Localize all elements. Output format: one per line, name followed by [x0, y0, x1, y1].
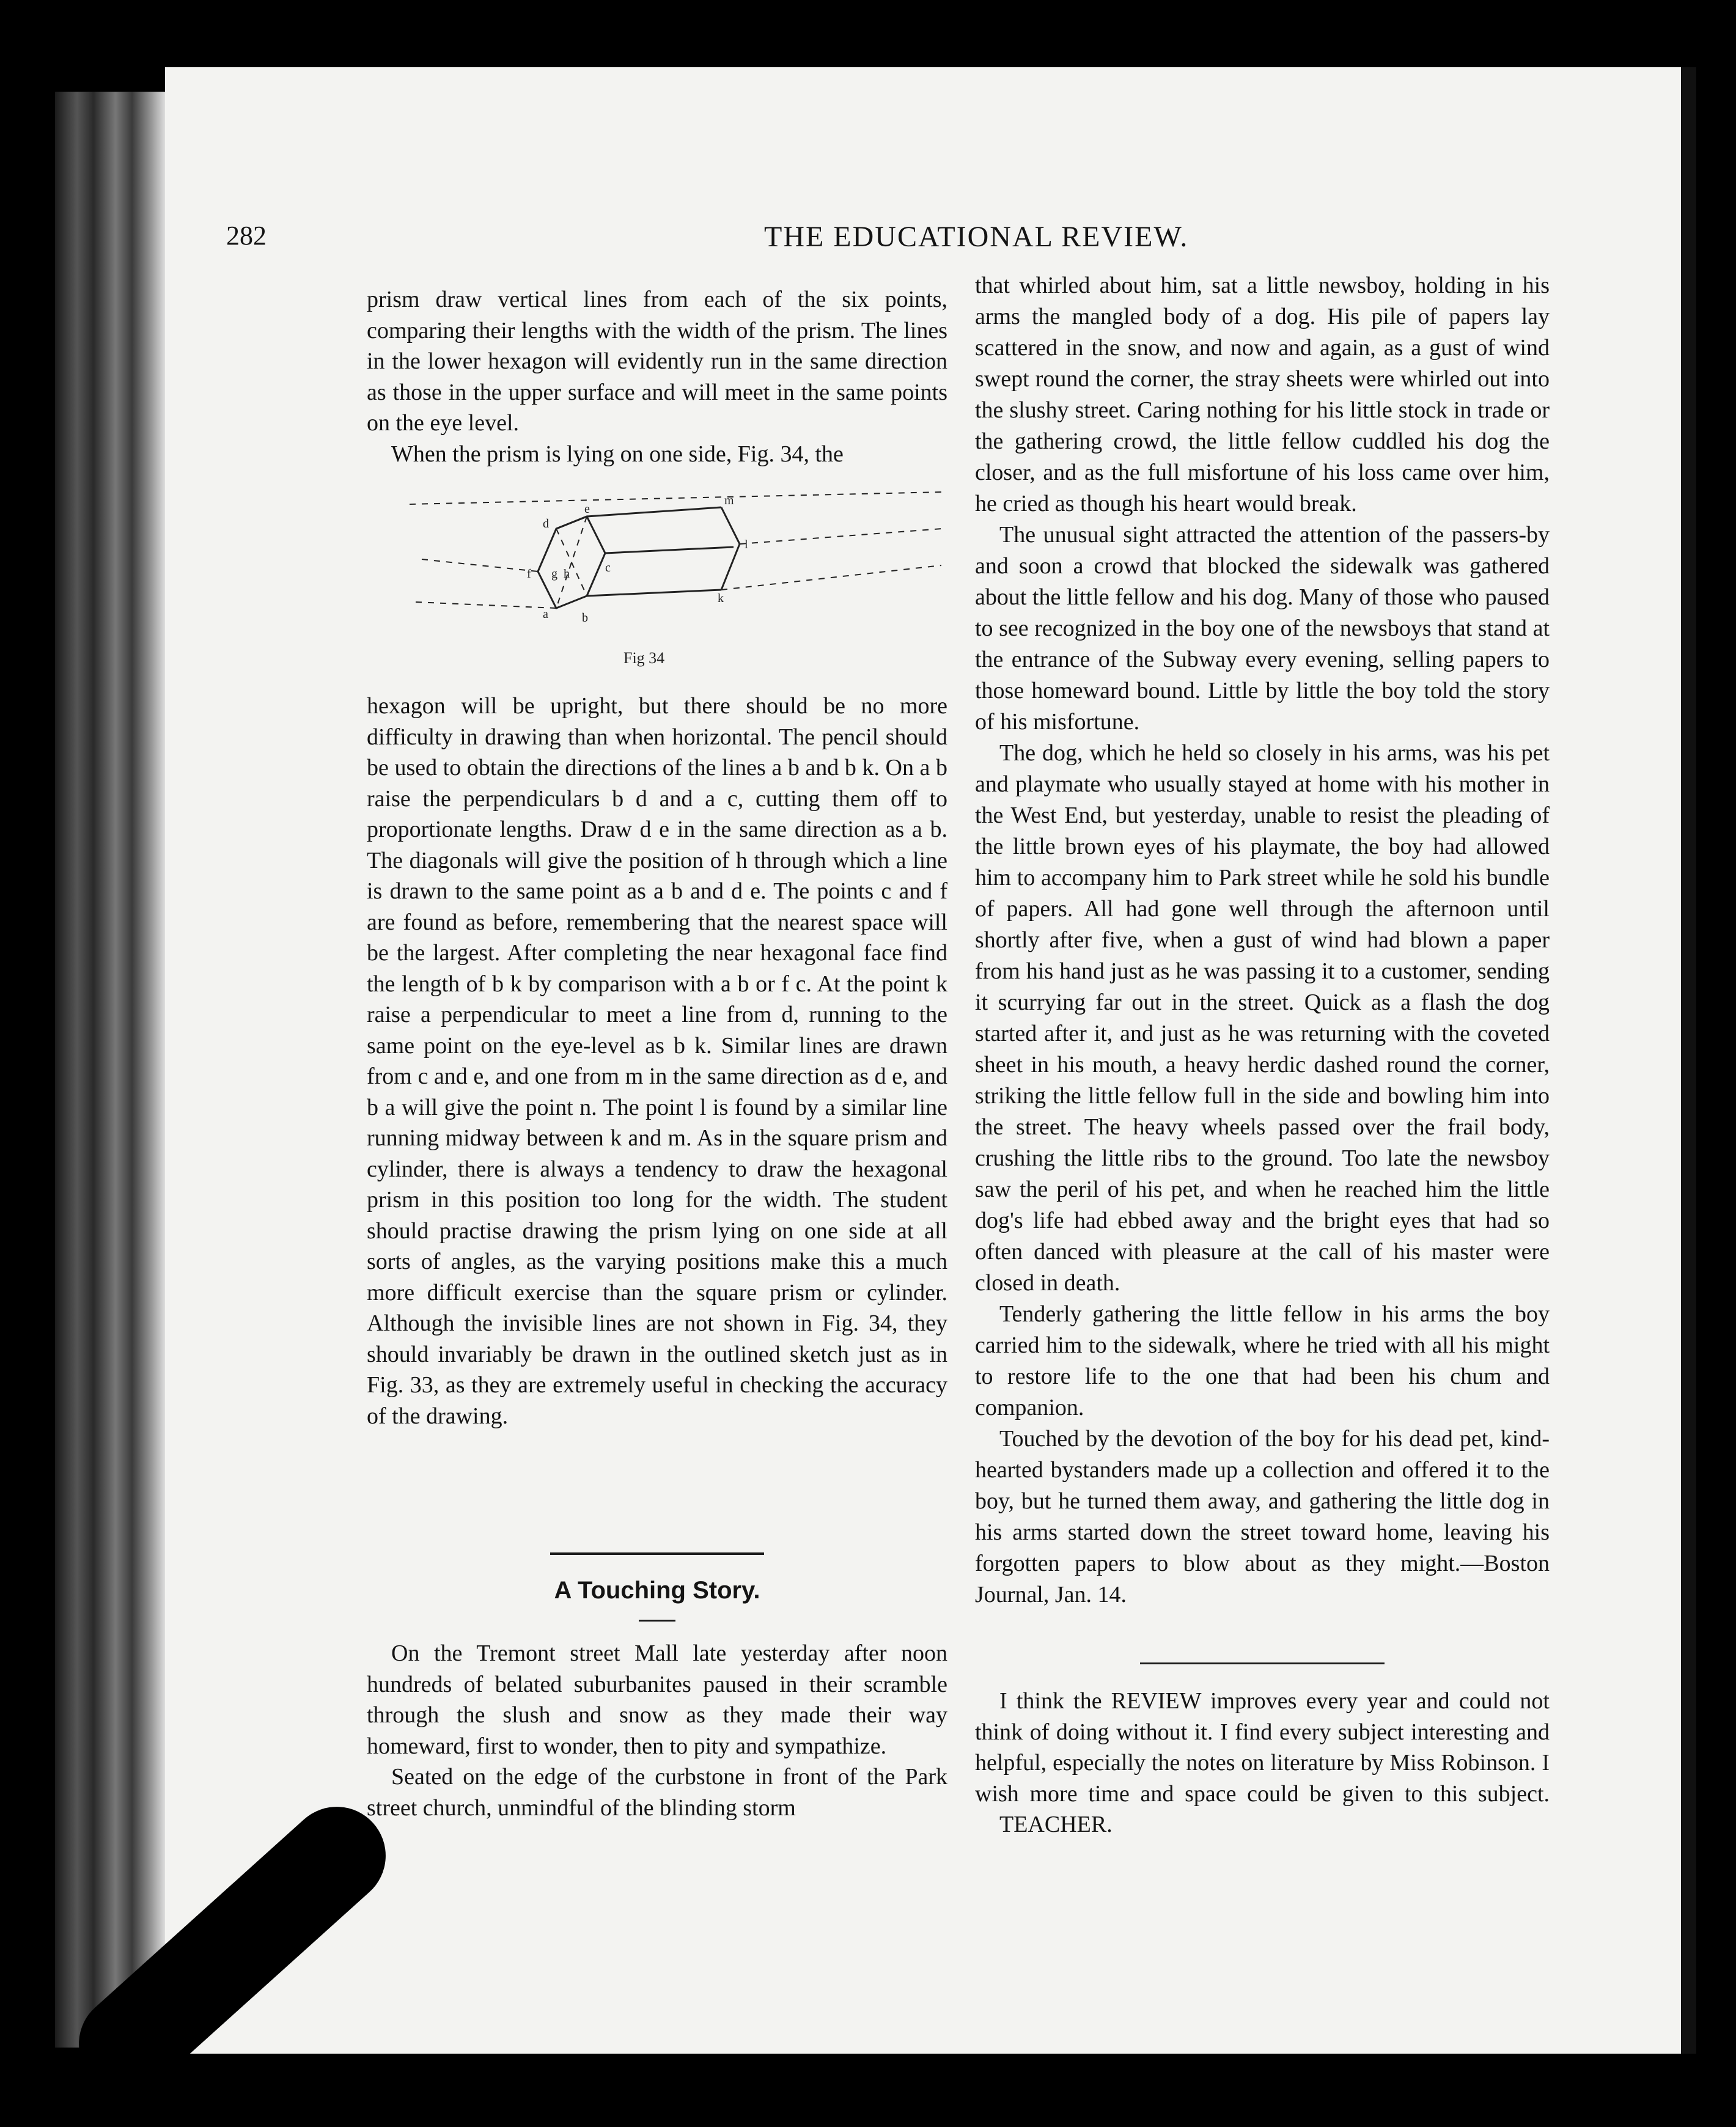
- page-header: [0, 220, 1736, 263]
- book-spine-edge: [55, 92, 165, 2048]
- hexagonal-prism-figure: [391, 480, 941, 675]
- hidden-edge: [556, 529, 587, 596]
- perspective-line: [721, 565, 941, 590]
- prism-edge: [605, 547, 734, 553]
- paragraph: The unusual sight attracted the attention of the passers-by and soon a crowd that blocked the sidewalk was gathered about the little fellow and his dog. Many of those who paused to see recognized in the boy one of the newsboys that stand at the entrance of the Subway every evening, selling papers to those homeward bound. Little by little the boy told the story of his misfortune.: [975, 522, 1550, 735]
- figure-label: k: [718, 592, 724, 605]
- story-title: A Touching Story.: [554, 1577, 760, 1604]
- figure-label: f: [527, 567, 531, 581]
- prism-far-face: [721, 507, 740, 590]
- paragraph: hexagon will be upright, but there should be no more difficulty in drawing than when horizontal. The pencil should be used to obtain the directions of the lines a b and b k. On a b raise the perpendiculars b d and a c, cutting them off to proportionate lengths. Draw d e in the same direction as a b. The diagonals will give the position of h through which a line is drawn to the same point as a b and d e. The points c and f are found as before, remembering that the nearest space will be the largest. After completing the near hexagonal face find the length of b k by comparison with a b or f c. At the point k raise a perpendicular to meet a line from d, running to the same point on the eye-level as b k. Similar lines are drawn from c and e, and one from m in the same direction as d e, and b a will give the point n. The point l is found by a similar line running midway between k and m. As in the square prism and cylinder, there is always a tendency to draw the hexagonal prism in this position too long for the width. The student should practise drawing the prism lying on one side at all sorts of angles, as the varying positions make this a much more difficult exercise than the square prism or cylinder. Although the invisible lines are not shown in Fig. 34, they should invariably be drawn in the outlined sketch just as in Fig. 33, as they are extremely useful in checking the accuracy of the drawing.: [367, 693, 947, 1429]
- page-number: 282: [226, 221, 267, 251]
- figure-label: c: [605, 561, 611, 575]
- perspective-line: [740, 529, 941, 544]
- paragraph: that whirled about him, sat a little newsboy, holding in his arms the mangled body of a dog. His pile of papers lay scattered in the snow, and now and again, as a gust of wind swept round the corner, the stray sheets were whirled out into the slushy street. Caring nothing for his little stock in trade or the gathering crowd, the little fellow cuddled his dog the closer, and as the full misfortune of his loss came over him, he cried as though his heart would break.: [975, 273, 1550, 516]
- prism-edge: [587, 590, 721, 596]
- prism-edge: [587, 507, 721, 516]
- reader-letter: [975, 1686, 1550, 1840]
- section-separator: [550, 1552, 764, 1555]
- letter-text: I think the REVIEW improves every year and could not think of doing without it. I find every subject interesting and helpful, especially the notes on literature by Miss Robinson. I wish more time and space could be given to this subject.: [975, 1688, 1550, 1807]
- figure-caption: Fig 34: [623, 649, 665, 667]
- figure-label: d: [543, 517, 549, 531]
- perspective-line: [410, 492, 941, 504]
- figure-label: b: [582, 611, 588, 625]
- paragraph: Touched by the devotion of the boy for his dead pet, kind-hearted bystanders made up a collection and offered it to the boy, but he turned them away, and gathering the little dog in his arms started down the street toward home, leaving his forgotten papers to blow about as they might.—Boston Journal, Jan. 14.: [975, 1426, 1550, 1607]
- journal-title: THE EDUCATIONAL REVIEW.: [764, 221, 1189, 253]
- left-column-body: [367, 691, 947, 1431]
- paragraph: On the Tremont street Mall late yesterday after noon hundreds of belated suburbanites paused in their scramble through the slush and snow as they made their way homeward, first to wonder, then to pity and sympathize.: [367, 1640, 947, 1759]
- paragraph: prism draw vertical lines from each of the six points, comparing their lengths with the width of the prism. The lines in the lower hexagon will evidently run in the same direction as those in the upper surface and will meet in the same points on the eye level.: [367, 287, 947, 436]
- section-separator: [1140, 1662, 1385, 1664]
- perspective-line: [422, 559, 538, 571]
- left-column-story: [367, 1638, 947, 1823]
- figure-label: e: [584, 502, 590, 516]
- perspective-line: [416, 602, 556, 608]
- figure-label: g: [551, 567, 557, 581]
- right-column: [975, 270, 1550, 1611]
- paragraph: Seated on the edge of the curbstone in front of the Park street church, unmindful of the blinding storm: [367, 1764, 947, 1821]
- figure-label: l: [745, 538, 748, 551]
- letter-signature: TEACHER.: [999, 1812, 1113, 1837]
- figure-label: m: [724, 494, 734, 507]
- page-right-edge: [1681, 67, 1696, 2054]
- title-rule: [639, 1620, 675, 1622]
- figure-label: h: [564, 567, 570, 581]
- prism-edge: [556, 516, 587, 529]
- paragraph: Tenderly gathering the little fellow in his arms the boy carried him to the sidewalk, where he tried with all his might to restore life to the one that had been his chum and companion.: [975, 1301, 1550, 1420]
- left-column-top: [367, 284, 947, 469]
- figure-label: a: [543, 608, 548, 621]
- paragraph: The dog, which he held so closely in his arms, was his pet and playmate who usually stayed at home with his mother in the West End, but yesterday, unable to resist the pleading of the little brown eyes of his playmate, the boy had allowed him to accompany him to Park street while he sold his bundle of papers. All had gone well through the afternoon until shortly after five, when a gust of wind had blown a paper from his hand just as he was passing it to a customer, sending it scurrying far out in the street. Quick as a flash the dog started after it, and just as he was returning with the coveted sheet in his mouth, a heavy herdic dashed round the corner, striking the little fellow full in the side and bowling him into the street. The heavy wheels passed over the frail body, crushing the little ribs to the ground. Too late the newsboy saw the peril of his pet, and when he reached him the little dog's life had ebbed away and the bright eyes that had so often danced with pleasure at the call of his master were closed in death.: [975, 740, 1550, 1296]
- paragraph: When the prism is lying on one side, Fig. 34, the: [391, 441, 844, 467]
